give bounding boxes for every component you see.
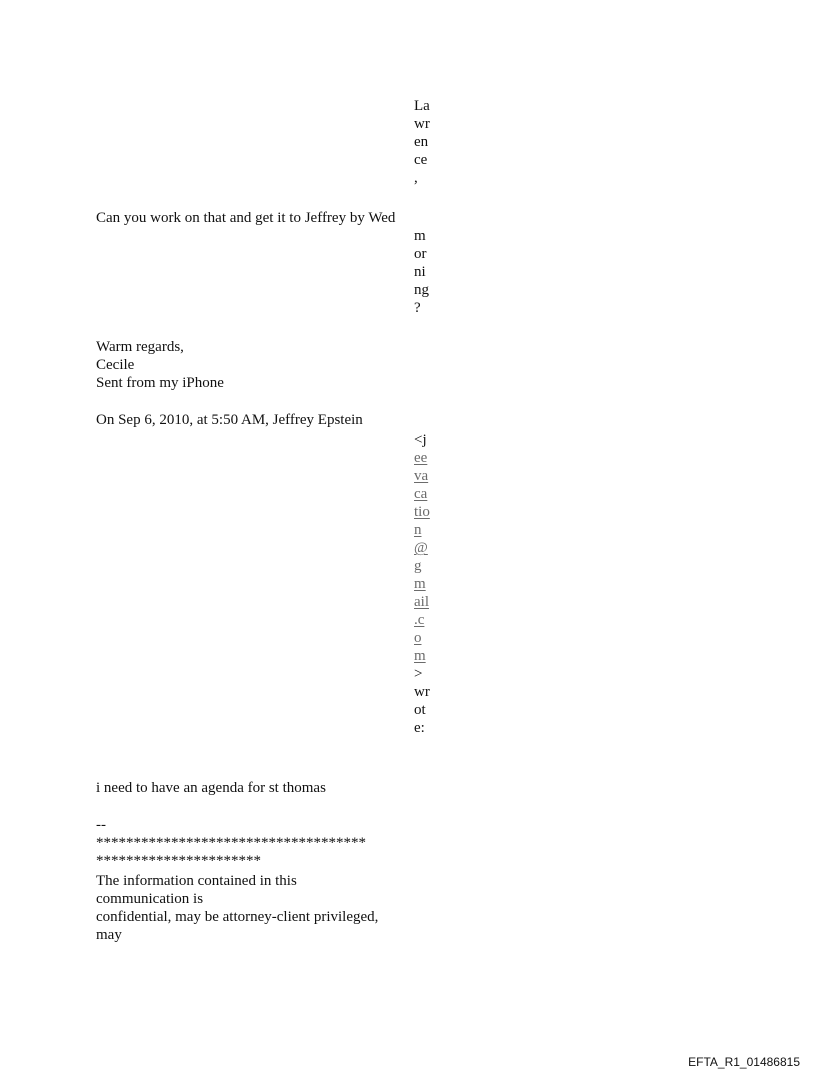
- disclaimer-line: may: [96, 927, 122, 943]
- email-link-fragment[interactable]: ca: [414, 486, 428, 502]
- quote-header: On Sep 6, 2010, at 5:50 AM, Jeffrey Epstein: [96, 412, 363, 428]
- email-link-fragment[interactable]: g: [414, 558, 422, 574]
- document-id: EFTA_R1_01486815: [688, 1055, 800, 1069]
- request-fragment: ng: [414, 282, 429, 298]
- email-link-fragment[interactable]: ail: [414, 594, 429, 610]
- email-link-fragment[interactable]: @: [414, 540, 428, 556]
- salutation-fragment: ,: [414, 170, 418, 186]
- email-link-fragment[interactable]: m: [414, 576, 426, 592]
- salutation-fragment: wr: [414, 116, 430, 132]
- signature-stars-line-2: **********************: [96, 853, 261, 869]
- salutation-fragment: La: [414, 98, 430, 114]
- disclaimer-line: confidential, may be attorney-client privileged,: [96, 909, 379, 925]
- email-link-fragment[interactable]: n: [414, 522, 422, 538]
- signer-name: Cecile: [96, 357, 135, 373]
- quoted-message: i need to have an agenda for st thomas: [96, 780, 326, 796]
- email-link-fragment[interactable]: .c: [414, 612, 425, 628]
- wrote-fragment: e:: [414, 720, 425, 736]
- email-link-fragment[interactable]: tio: [414, 504, 430, 520]
- wrote-fragment: wr: [414, 684, 430, 700]
- signoff: Warm regards,: [96, 339, 184, 355]
- request-fragment: or: [414, 246, 427, 262]
- wrote-fragment: ot: [414, 702, 426, 718]
- request-line: Can you work on that and get it to Jeffrey by Wed: [96, 210, 396, 226]
- signature-stars-line-1: ************************************: [96, 835, 366, 851]
- email-link-fragment[interactable]: m: [414, 648, 426, 664]
- email-close-fragment: >: [414, 666, 423, 682]
- email-link-fragment[interactable]: va: [414, 468, 429, 484]
- disclaimer-line: The information contained in this: [96, 873, 297, 889]
- email-open-fragment: <j: [414, 432, 427, 448]
- request-fragment: m: [414, 228, 426, 244]
- request-fragment: ?: [414, 300, 421, 316]
- salutation-fragment: ce: [414, 152, 428, 168]
- request-fragment: ni: [414, 264, 426, 280]
- request-fragments: [414, 227, 429, 317]
- disclaimer-line: communication is: [96, 891, 204, 907]
- email-link-fragment[interactable]: o: [414, 630, 422, 646]
- sent-from-line: Sent from my iPhone: [96, 375, 224, 391]
- email-link-fragment[interactable]: ee: [414, 450, 428, 466]
- salutation-fragment: en: [414, 134, 429, 150]
- signature-dashes: --: [96, 817, 106, 833]
- sender-email-fragments: [414, 431, 430, 737]
- salutation-fragments: [414, 97, 430, 187]
